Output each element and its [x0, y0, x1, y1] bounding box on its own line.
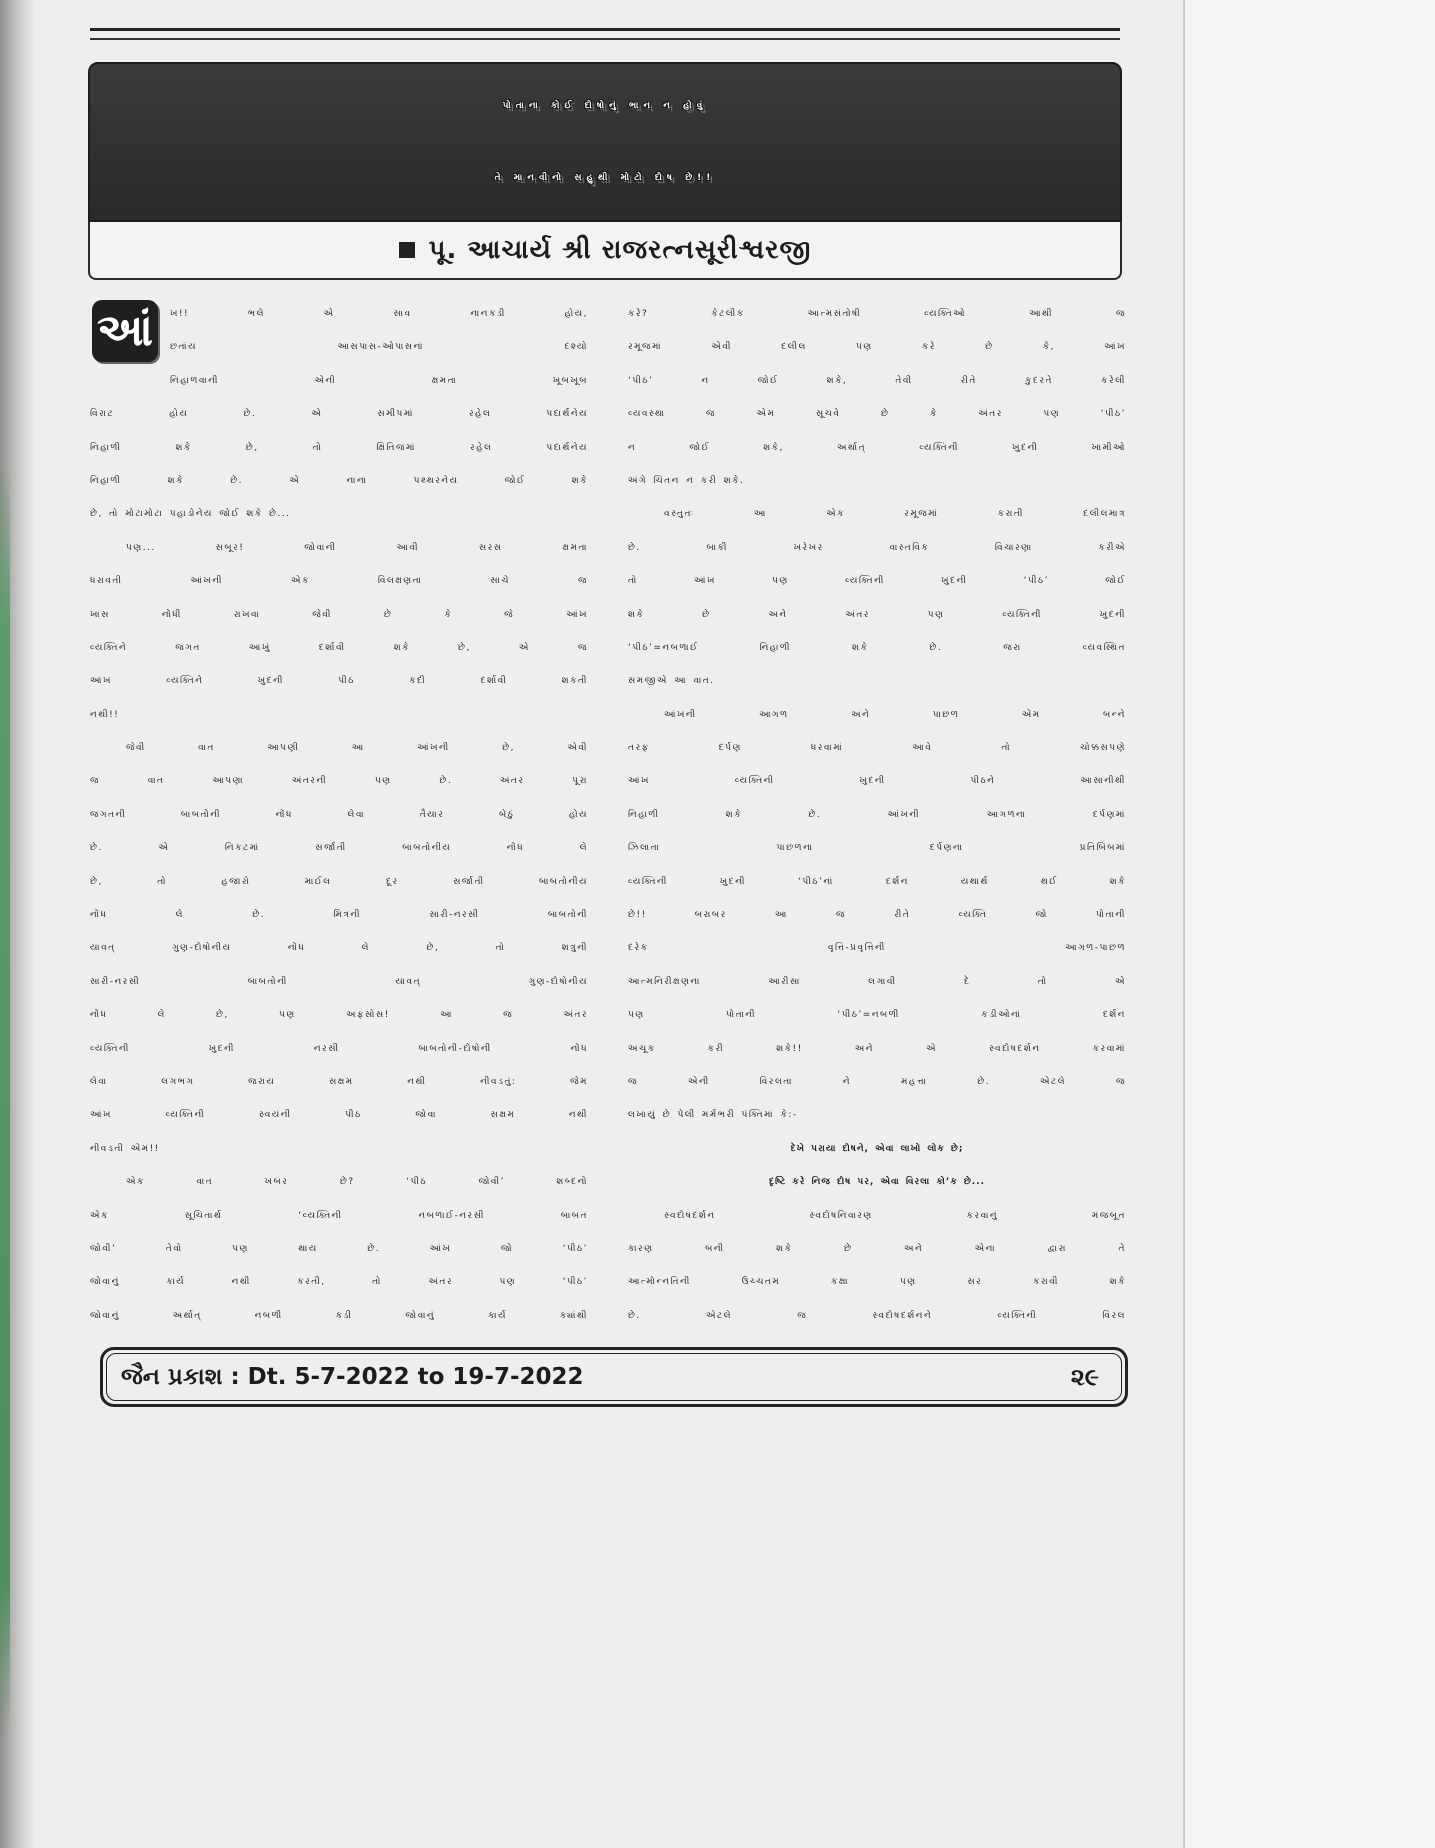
text-line: જ વાત આપણા અંતરની પણ છે. અંતર પૂરા — [90, 776, 588, 787]
paragraph — [628, 699, 1126, 1133]
paragraph — [628, 498, 1126, 698]
text-line: જગતની બાબતોની નોંધ લેવા તૈયાર બેઠું હોય — [90, 809, 588, 820]
verse-couplet — [628, 1133, 1126, 1200]
text-line: ન જોઈ શકે, અર્થાત્ વ્યક્તિની ખુદની ખામીઓ — [628, 442, 1126, 453]
text-line: દરેક વૃત્તિ-પ્રવૃત્તિની આગળ-પાછળ — [628, 943, 1126, 954]
text-line: ખ!! ભલે એ સાવ નાનકડી હોય, — [170, 309, 588, 319]
page-footer — [100, 1347, 1128, 1407]
text-line: પણ... સબૂર! જોવાની આવી સરસ ક્ષમતા — [126, 542, 588, 553]
text-line: લેવા લગભગ જરાય સક્ષમ નથી નીવડતું: જેમ — [90, 1076, 588, 1087]
text-line: શકે છે અને અંતર પણ વ્યક્તિની ખુદની — [628, 609, 1126, 620]
article-header — [88, 62, 1122, 280]
text-line: રમૂજમાં એવી દલીલ પણ કરે છે કે, આંખ — [628, 342, 1126, 353]
text-line: આંખ વ્યક્તિની ખુદની પીઠને આસાનીથી — [628, 776, 1126, 787]
text-line: નિહાળવાની એની ક્ષમતા ખૂબખૂબ — [170, 375, 588, 386]
text-line: છે. બાકી ખરેખર વાસ્તવિક વિચારણા કરીએ — [628, 542, 1126, 553]
text-line: નોંધ લે છે, પણ અફસોસ! આ જ અંતર — [90, 1010, 588, 1021]
text-line: આંખ વ્યક્તિની સ્વયંની પીઠ જોવા સક્ષમ નથી — [90, 1110, 588, 1121]
binding-green-strip — [0, 470, 10, 1730]
text-line: લખાયું છે પેલી મર્મભરી પંક્તિમાં કે:- — [628, 1110, 798, 1121]
text-line: ઝિલાતા પાછળના દર્પણના પ્રતિબિંબમાં — [628, 843, 1126, 854]
text-line: એક સૂચિતાર્થ ‘વ્યક્તિની નબળાઈ-નરસી બાબત — [90, 1210, 588, 1221]
text-line: આંખની આગળ અને પાછળ એમ બન્ને — [664, 709, 1126, 720]
footer-frame — [106, 1353, 1122, 1401]
text-line: જોવાનું કાર્ય નથી કરતી, તો અંતર પણ ‘પીઠ’ — [90, 1277, 588, 1288]
text-line: તરફ દર્પણ ધરવામાં આવે તો ચોક્કસપણે — [628, 743, 1126, 754]
text-line: જ એની વિરલતા ને મહત્તા છે. એટલે જ — [628, 1076, 1126, 1087]
text-line: છે, તો હજારો માઈલ દૂર સર્જાતી બાબતોનીય — [90, 876, 588, 887]
text-line: એક વાત ખબર છે? ‘પીઠ જોવી’ શબ્દનો — [126, 1177, 588, 1188]
text-line: સ્વદોષદર્શન સ્વદોષનિવારણ કરવાનું મજબૂત — [664, 1210, 1126, 1221]
paragraph — [90, 532, 588, 732]
paragraph — [628, 298, 1126, 498]
text-line: પણ પોતાની ‘પીઠ’=નબળી કડીઓનાં દર્શન — [628, 1010, 1126, 1021]
text-line: કરે? કેટલીક આત્મસંતોષી વ્યક્તિઓ આથી જ — [628, 309, 1126, 319]
title-banner — [88, 62, 1122, 222]
top-double-rule — [90, 28, 1120, 40]
text-line: નથી!! — [90, 709, 120, 720]
verse-line: દેખે પરાયા દોષને, એવા લાખો લોક છે; — [790, 1143, 964, 1154]
author-bar — [88, 222, 1122, 280]
text-line: નોંધ લે છે. મિત્રની સારી-નરસી બાબતોની — [90, 910, 588, 921]
publication-dateline: જૈન પ્રકાશ : Dt. 5-7-2022 to 19-7-2022 — [121, 1364, 584, 1390]
text-line: છે, તો મોટામોટા પહાડોનેય જોઈ શકે છે... — [90, 509, 291, 520]
text-line: ખાસ નોંધી રાખવા જેવી છે કે જે આંખ — [90, 609, 588, 620]
square-bullet-icon — [399, 242, 415, 258]
text-line: વિરાટ હોય છે. એ સમીપમાં રહેલ પદાર્થનેય — [90, 409, 588, 420]
left-column — [90, 298, 588, 1333]
verse-line: દૃષ્ટિ કરે નિજ દોષ પર, એવા વિરલા કો’ક છે... — [768, 1177, 986, 1188]
text-line: વ્યક્તિની ખુદની ‘પીઠ’નાં દર્શન યથાર્થ થઈ શકે — [628, 876, 1126, 887]
text-line: નિહાળી શકે છે. આંખની આગળના દર્પણમાં — [628, 809, 1126, 820]
text-line: છે!! બરાબર આ જ રીતે વ્યક્તિ જો પોતાની — [628, 910, 1126, 921]
drop-cap: આં — [92, 300, 158, 362]
title-line: પોતાના કોઈ દોષોનું ભાન ન હોવું — [502, 101, 708, 111]
text-line: નિહાળી શકે છે, તો ક્ષિતિજમાં રહેલ પદાર્થનેય — [90, 442, 588, 453]
text-line: જેવી વાત આપણી આ આંખની છે, એવી — [126, 743, 588, 754]
text-line: નીવડતી એમ!! — [90, 1143, 160, 1154]
text-line: જોવાનું અર્થાત્ નબળી કડી જોવાનું કાર્ય ક્યાંથી — [90, 1310, 588, 1321]
paragraph — [90, 732, 588, 1166]
page-number: ૨૯ — [1070, 1363, 1099, 1391]
text-line: સમજીએ આ વાત. — [628, 676, 715, 687]
text-line: ધરાવતી આંખની એક વિલક્ષણતા સાચે જ — [90, 576, 588, 587]
text-line: વ્યક્તિને જગત આખું દર્શાવી શકે છે, એ જ — [90, 642, 588, 653]
text-line: આંખ વ્યક્તિને ખુદની પીઠ કદી દર્શાવી શકતી — [90, 676, 588, 687]
text-line: ‘પીઠ’ ન જોઈ શકે, તેવી રીતે કુદરતે કરેલી — [628, 375, 1126, 386]
text-line: છતાંય આસપાસ-ઓપાસનાં દશ્યો — [170, 342, 588, 353]
text-line: જોવી’ તેવો પણ થાય છે. આંખ જો ‘પીઠ’ — [90, 1243, 588, 1254]
text-line: વ્યક્તિની ખુદની નરસી બાબતોની-દોષોની નોંધ — [90, 1043, 588, 1054]
paragraph — [90, 1166, 588, 1333]
text-line: અચૂક કરી શકે!! અને એ સ્વદોષદર્શન કરવામાં — [628, 1043, 1126, 1054]
title-line: તે માનવીનો સહુથી મોટો દોષ છે!! — [494, 173, 716, 183]
text-line: છે. એટલે જ સ્વદોષદર્શનને વ્યક્તિની વિરલ — [628, 1310, 1126, 1321]
text-line: આત્મનિરીક્ષણના આરીસા લગાવી દે તો એ — [628, 976, 1126, 987]
text-line: સારી-નરસી બાબતોની યાવત્ ગુણ-દોષોનીય — [90, 976, 588, 987]
text-line: તો આંખ પણ વ્યક્તિની ખુદની ‘પીઠ’ જોઈ — [628, 576, 1126, 587]
text-line: ‘પીઠ’=નબળાઈ નિહાળી શકે છે. જરા વ્યવસ્થિત — [628, 642, 1126, 653]
text-line: વ્યવસ્થા જ એમ સૂચવે છે કે અંતર પણ ‘પીઠ’ — [628, 409, 1126, 420]
text-line: અંગે ચિંતન ન કરી શકે. — [628, 475, 745, 486]
text-line: યાવત્ ગુણ-દોષોનીય નોંધ લે છે, તો શત્રુની — [90, 943, 588, 954]
paragraph — [628, 1200, 1126, 1334]
text-line: આત્મોન્નતિની ઉચ્ચતમ કક્ષા પણ સર કરાવી શકે — [628, 1277, 1126, 1288]
text-line: છે. એ નિકટમાં સર્જાતી બાબતોનીય નોંધ લે — [90, 843, 588, 854]
author-name: પૂ. આચાર્ય શ્રી રાજરત્નસૂરીશ્વરજી — [428, 234, 812, 265]
text-line: કારણ બની શકે છે અને એના દ્વારા તે — [628, 1243, 1126, 1254]
paragraph — [90, 298, 588, 532]
text-line: નિહાળી શકે છે. એ નાના પથ્થરનેય જોઈ શકે — [90, 475, 588, 486]
page-edge-line — [1183, 0, 1185, 1848]
text-line: વસ્તુતઃ આ એક રમૂજમાં કરાતી દલીલમાત્ર — [664, 509, 1126, 520]
right-column — [628, 298, 1126, 1333]
